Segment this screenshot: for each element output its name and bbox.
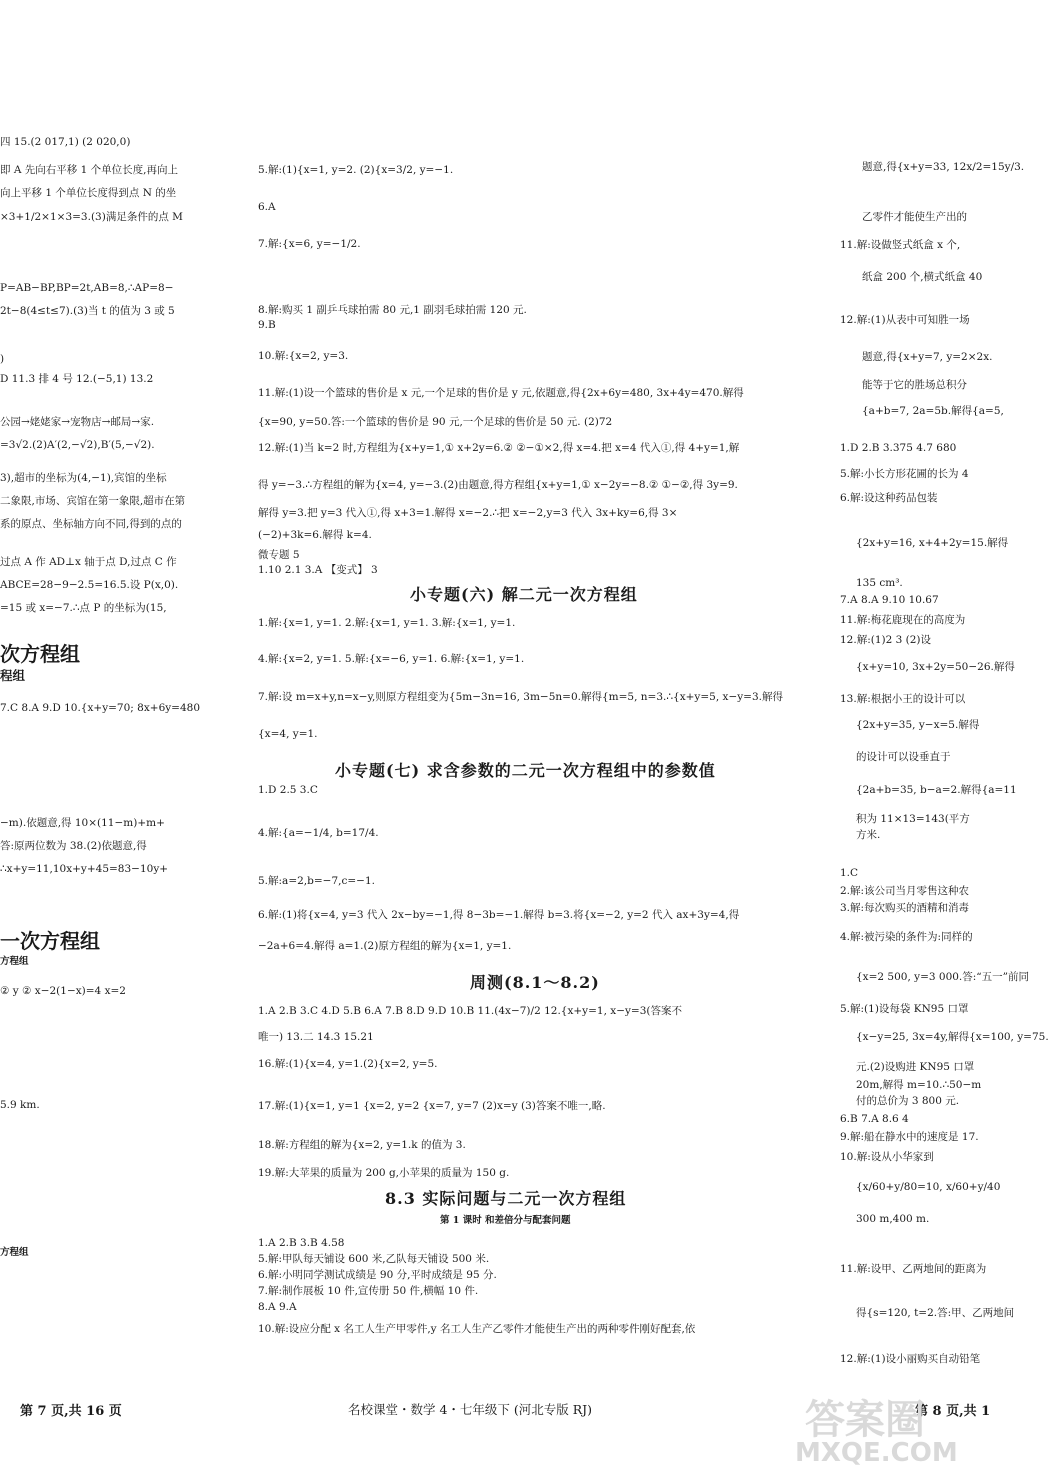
- answer-line: 2t−8(4≤t≤7).(3)当 t 的值为 3 或 5: [0, 305, 175, 317]
- answer-line: 6.B 7.A 8.6 4: [840, 1113, 909, 1125]
- answer-line: ×3+1/2×1×3=3.(3)满足条件的点 M: [0, 211, 183, 223]
- answer-line: {x=90, y=50.答:一个篮球的售价是 90 元,一个足球的售价是 50 元. (2)72: [258, 416, 613, 428]
- answer-line: 付的总价为 3 800 元.: [856, 1095, 960, 1107]
- answer-line: −m).依题意,得 10×(11−m)+m+: [0, 817, 165, 829]
- answer-line: 纸盒 200 个,横式纸盒 40: [862, 271, 983, 283]
- answer-line: 300 m,400 m.: [856, 1213, 930, 1225]
- answer-line: 16.解:(1){x=4, y=1.(2){x=2, y=5.: [258, 1058, 438, 1070]
- answer-line: 1.D 2.B 3.375 4.7 680: [840, 442, 957, 454]
- answer-line: 11.解:设做竖式纸盒 x 个,: [840, 239, 961, 251]
- answer-line: 即 A 先向右平移 1 个单位长度,再向上: [0, 164, 178, 176]
- answer-line: 8.A 9.A: [258, 1301, 297, 1313]
- answer-line: {x−y=25, 3x=4y,解得{x=100, y=75.: [856, 1031, 1049, 1043]
- section-heading: 一次方程组: [0, 929, 100, 953]
- answer-line: −2a+6=4.解得 a=1.(2)原方程组的解为{x=1, y=1.: [258, 940, 512, 952]
- answer-line: 10.解:{x=2, y=3.: [258, 350, 349, 362]
- answer-line: 元.(2)设购进 KN95 口罩: [856, 1061, 975, 1073]
- answer-line: 过点 A 作 AD⊥x 轴于点 D,过点 C 作: [0, 556, 177, 568]
- section-heading: 8.3 实际问题与二元一次方程组: [385, 1189, 627, 1208]
- answer-line: 解得 y=3.把 y=3 代入①,得 x+3=1.解得 x=−2.∴把 x=−2,y=3 代入 3x+ky=6,得 3×: [258, 507, 678, 519]
- answer-line: 135 cm³.: [856, 577, 903, 589]
- answer-line: =15 或 x=−7.∴点 P 的坐标为(15,: [0, 602, 167, 614]
- answer-line: D 11.3 排 4 号 12.(−5,1) 13.2: [0, 373, 154, 385]
- answer-line: 4.解:被污染的条件为:同样的: [840, 931, 973, 943]
- answer-line: 6.解:小明同学测试成绩是 90 分,平时成绩是 95 分.: [258, 1269, 497, 1281]
- answer-line: 5.解:甲队每天铺设 600 米,乙队每天铺设 500 米.: [258, 1253, 490, 1265]
- footer-book-title: 名校课堂・数学 4・七年级下 (河北专版 RJ): [348, 1402, 593, 1417]
- answer-line: {2x+y=35, y−x=5.解得: [856, 719, 980, 731]
- answer-line: 1.A 2.B 3.C 4.D 5.B 6.A 7.B 8.D 9.D 10.B 11.(4x−7)/2 12.{x+y=1, x−y=3(答案不: [258, 1005, 682, 1017]
- answer-line: 18.解:方程组的解为{x=2, y=1.k 的值为 3.: [258, 1139, 466, 1151]
- answer-line: 得 y=−3.∴方程组的解为{x=4, y=−3.(2)由题意,得方程组{x+y=1,① x−2y=−8.② ①−②,得 3y=9.: [258, 479, 738, 491]
- answer-line: ② y ② x−2(1−x)=4 x=2: [0, 985, 126, 997]
- answer-line: 4.解:{x=2, y=1. 5.解:{x=−6, y=1. 6.解:{x=1, y=1.: [258, 653, 525, 665]
- answer-line: 1.A 2.B 3.B 4.58: [258, 1237, 345, 1249]
- answer-line: 方米.: [856, 829, 881, 841]
- section-heading: 程组: [0, 668, 26, 683]
- answer-line: 7.A 8.A 9.10 10.67: [840, 594, 939, 606]
- answer-line: 乙零件才能使生产出的: [862, 211, 967, 223]
- answer-line: 12.解:(1)2 3 (2)设: [840, 634, 932, 646]
- answer-line: 题意,得{x+y=7, y=2×2x.: [862, 351, 993, 363]
- answer-line: P=AB−BP,BP=2t,AB=8,∴AP=8−: [0, 282, 174, 294]
- answer-line: {a+b=7, 2a=5b.解得{a=5,: [862, 405, 1004, 417]
- footer-left-page: 第 7 页,共 16 页: [20, 1404, 122, 1419]
- answer-line: {2x+y=16, x+4+2y=15.解得: [856, 537, 1009, 549]
- answer-line: 向上平移 1 个单位长度得到点 N 的坐: [0, 187, 177, 199]
- section-heading: 方程组: [0, 956, 29, 967]
- answer-line: 6.解:(1)将{x=4, y=3 代入 2x−by=−1,得 8−3b=−1.解得 b=3.将{x=−2, y=2 代入 ax+3y=4,得: [258, 909, 740, 921]
- answer-line: 12.解:(1)从表中可知胜一场: [840, 314, 970, 326]
- answer-line: 8.解:购买 1 副乒乓球拍需 80 元,1 副羽毛球拍需 120 元.: [258, 304, 527, 316]
- answer-line: 17.解:(1){x=1, y=1 {x=2, y=2 {x=7, y=7 (2)x=y (3)答案不唯一,略.: [258, 1100, 606, 1112]
- answer-line: 20m,解得 m=10.∴50−m: [856, 1079, 982, 1091]
- watermark-logo: 答案圈: [805, 1397, 925, 1443]
- answer-line: 1.10 2.1 3.A 【变式】 3: [258, 564, 378, 576]
- answer-line: 微专题 5: [258, 549, 300, 561]
- answer-line: ABCE=28−9−2.5=16.5.设 P(x,0).: [0, 579, 179, 591]
- answer-line: {2a+b=35, b−a=2.解得{a=11: [856, 784, 1017, 796]
- section-heading: 小专题(六) 解二元一次方程组: [410, 585, 638, 604]
- watermark-url: MXQE.COM: [795, 1438, 958, 1468]
- answer-line: 1.D 2.5 3.C: [258, 784, 318, 796]
- answer-line: 12.解:(1)当 k=2 时,方程组为{x+y=1,① x+2y=6.② ②−①×2,得 x=4.把 x=4 代入①,得 4+y=1,解: [258, 442, 740, 454]
- answer-line: 5.解:小长方形花圃的长为 4: [840, 468, 969, 480]
- answer-line: 13.解:根据小王的设计可以: [840, 693, 966, 705]
- answer-line: 19.解:大苹果的质量为 200 g,小苹果的质量为 150 g.: [258, 1167, 510, 1179]
- answer-line: {x=4, y=1.: [258, 728, 318, 740]
- section-heading: 小专题(七) 求含参数的二元一次方程组中的参数值: [335, 761, 716, 780]
- answer-line: 12.解:(1)设小丽购买自动铅笔: [840, 1353, 981, 1365]
- answer-line: 答:原两位数为 38.(2)依题意,得: [0, 840, 147, 852]
- answer-line: 公园→姥姥家→宠物店→邮局→家.: [0, 416, 155, 428]
- section-heading: 方程组: [0, 1247, 29, 1258]
- answer-line: 唯一) 13.二 14.3 15.21: [258, 1031, 374, 1043]
- answer-line: 3),超市的坐标为(4,−1),宾馆的坐标: [0, 472, 167, 484]
- answer-line: 2.解:该公司当月零售这种农: [840, 885, 970, 897]
- answer-line: 6.解:设这种药品包装: [840, 492, 938, 504]
- answer-line: 7.解:设 m=x+y,n=x−y,则原方程组变为{5m−3n=16, 3m−5n=0.解得{m=5, n=3.∴{x+y=5, x−y=3.解得: [258, 691, 783, 703]
- answer-line: 5.解:(1)设每袋 KN95 口罩: [840, 1003, 969, 1015]
- answer-line: 1.C: [840, 867, 859, 879]
- answer-line: 6.A: [258, 201, 276, 213]
- answer-line: 的设计可以设垂直于: [856, 751, 951, 763]
- answer-line: 11.解:设甲、乙两地间的距离为: [840, 1263, 987, 1275]
- answer-line: 1.解:{x=1, y=1. 2.解:{x=1, y=1. 3.解:{x=1, y=1.: [258, 617, 516, 629]
- answer-line: ): [0, 353, 5, 365]
- answer-line: 3.解:每次购买的酒精和消毒: [840, 902, 970, 914]
- answer-line: 5.解:(1){x=1, y=2. (2){x=3/2, y=−1.: [258, 164, 454, 176]
- answer-line: {x=2 500, y=3 000.答:“五一”前同: [856, 971, 1030, 983]
- answer-line: 9.解:船在静水中的速度是 17.: [840, 1131, 979, 1143]
- answer-line: {x/60+y/80=10, x/60+y/40: [856, 1181, 1001, 1193]
- answer-line: 11.解:梅花鹿现在的高度为: [840, 614, 966, 626]
- answer-line: 11.解:(1)设一个篮球的售价是 x 元,一个足球的售价是 y 元,依题意,得{2x+6y=480, 3x+4y=470.解得: [258, 387, 744, 399]
- answer-line: 得{s=120, t=2.答:甲、乙两地间: [856, 1307, 1015, 1319]
- answer-line: 10.解:设从小华家到: [840, 1151, 934, 1163]
- section-heading: 次方程组: [0, 642, 80, 666]
- answer-line: ∴x+y=11,10x+y+45=83−10y+: [0, 863, 169, 875]
- answer-line: 7.C 8.A 9.D 10.{x+y=70; 8x+6y=480: [0, 702, 201, 714]
- answer-line: 积为 11×13=143(平方: [856, 813, 970, 825]
- answer-line: 四 15.(2 017,1) (2 020,0): [0, 136, 131, 148]
- answer-line: 能等于它的胜场总积分: [862, 379, 967, 391]
- footer-right-page: 第 8 页,共 1: [915, 1404, 991, 1419]
- section-heading: 周测(8.1～8.2): [470, 973, 600, 992]
- section-heading: 第 1 课时 和差倍分与配套问题: [440, 1215, 571, 1226]
- answer-line: 10.解:设应分配 x 名工人生产甲零件,y 名工人生产乙零件才能使生产出的两种零件刚好配套,依: [258, 1323, 696, 1335]
- answer-line: (−2)+3k=6.解得 k=4.: [258, 529, 372, 541]
- answer-line: =3√2.(2)A′(2,−√2),B′(5,−√2).: [0, 439, 155, 451]
- answer-line: 4.解:{a=−1/4, b=17/4.: [258, 827, 379, 839]
- answer-line: 5.解:a=2,b=−7,c=−1.: [258, 875, 375, 887]
- answer-line: 7.解:{x=6, y=−1/2.: [258, 238, 361, 250]
- answer-line: 5.9 km.: [0, 1099, 40, 1111]
- answer-line: 7.解:制作展板 10 件,宣传册 50 件,横幅 10 件.: [258, 1285, 479, 1297]
- answer-line: 二象限,市场、宾馆在第一象限,超市在第: [0, 495, 186, 507]
- answer-line: 9.B: [258, 319, 276, 331]
- answer-line: 系的原点、坐标轴方向不同,得到的点的: [0, 518, 182, 530]
- answer-line: 题意,得{x+y=33, 12x/2=15y/3.: [862, 161, 1025, 173]
- answer-line: {x+y=10, 3x+2y=50−26.解得: [856, 661, 1015, 673]
